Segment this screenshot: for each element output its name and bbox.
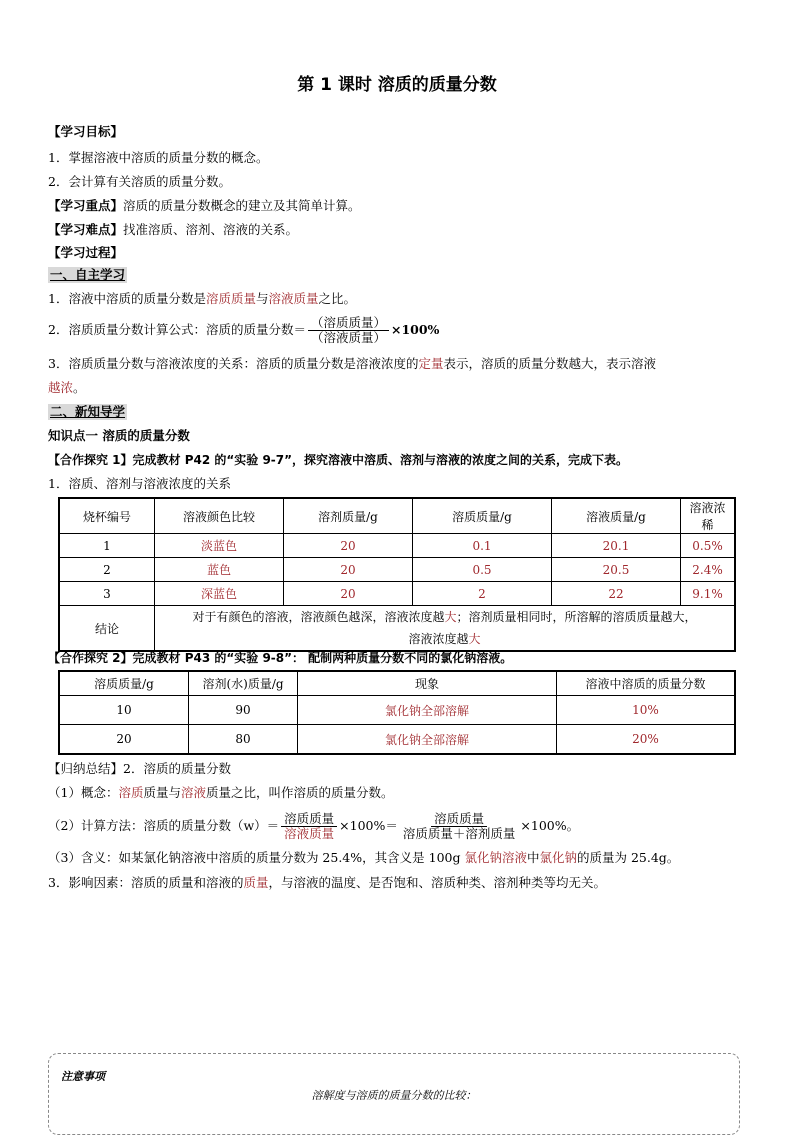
conclusion-row	[59, 606, 735, 652]
table-cell: 0.5	[413, 558, 552, 582]
section-1-title: 一、自主学习	[50, 267, 126, 282]
text: 溶液浓度越	[408, 632, 469, 646]
self-study-3-cont	[48, 380, 86, 396]
text: （2）计算方法：溶质的质量分数（w）＝	[48, 818, 280, 833]
table-header: 现象	[298, 671, 557, 696]
denominator: 溶液质量	[284, 826, 335, 841]
section-2-heading	[48, 404, 127, 420]
denominator: 溶质质量＋溶剂质量	[402, 826, 516, 841]
summary-4	[48, 875, 606, 891]
table-cell: 20	[284, 582, 413, 606]
numerator: 溶质质量	[281, 812, 337, 827]
table-row	[59, 534, 735, 558]
summary-heading: 【归纳总结】2．溶质的质量分数	[48, 761, 231, 776]
summary-1	[48, 785, 394, 801]
table-cell: 1	[59, 534, 155, 558]
table-cell: 20	[284, 558, 413, 582]
process-heading: 【学习过程】	[48, 245, 124, 260]
table-1-caption: 1．溶质、溶剂与溶液浓度的关系	[48, 476, 231, 491]
key-point	[48, 198, 361, 214]
table-header: 溶液质量/g	[552, 498, 681, 534]
notes-title: 注意事项	[61, 1070, 105, 1083]
key-heading: 【学习重点】	[48, 198, 124, 213]
nacl-table	[58, 670, 736, 755]
goal-1: 1．掌握溶液中溶质的质量分数的概念。	[48, 150, 269, 165]
table-cell: 蓝色	[155, 558, 284, 582]
text: 3．影响因素：溶质的质量和溶液的	[48, 875, 244, 890]
text: 的质量为 25.4g。	[577, 850, 680, 865]
difficulty-heading: 【学习难点】	[48, 222, 124, 237]
text: （1）概念：	[48, 785, 119, 800]
text: 之比。	[318, 291, 357, 306]
table-header: 溶剂(水)质量/g	[189, 671, 298, 696]
answer: 氯化钠溶液	[464, 850, 527, 865]
section-2-title: 二、新知导学	[50, 404, 126, 419]
answer: 氯化钠	[539, 850, 577, 865]
table-cell: 22	[552, 582, 681, 606]
key-text: 溶质的质量分数概念的建立及其简单计算。	[123, 198, 361, 213]
text: 质量之比，叫作溶质的质量分数。	[206, 785, 394, 800]
table-cell: 2	[413, 582, 552, 606]
concentration-table	[58, 497, 736, 652]
text: ×100%	[390, 322, 440, 337]
cooperation-2: 【合作探究 2】完成教材 P43 的“实验 9-8”： 配制两种质量分数不同的氯化钠溶液。	[48, 651, 513, 665]
table-cell: 0.5%	[681, 534, 736, 558]
table-header-row	[59, 498, 735, 534]
table-header: 溶液颜色比较	[155, 498, 284, 534]
text: 中	[526, 850, 540, 865]
table-row	[59, 582, 735, 606]
text: 质量与	[143, 785, 181, 800]
notes-subtitle: 溶解度与溶质的质量分数的比较：	[311, 1089, 477, 1102]
self-study-3	[48, 356, 656, 372]
table-header: 溶剂质量/g	[284, 498, 413, 534]
denominator: （溶液质量）	[310, 330, 386, 345]
table-header-row	[59, 671, 735, 696]
text: 对于有颜色的溶液，溶液颜色越深，溶液浓度越	[192, 610, 445, 624]
table-cell: 20.5	[552, 558, 681, 582]
table-cell: 20.1	[552, 534, 681, 558]
answer: 质量	[243, 875, 269, 890]
table-cell: 10	[59, 696, 189, 725]
formula-fraction-1	[281, 812, 337, 841]
table-row	[59, 725, 735, 755]
table-cell: 20	[284, 534, 413, 558]
table-cell: 2	[59, 558, 155, 582]
table-header: 溶液中溶质的质量分数	[557, 671, 736, 696]
formula-fraction-2	[400, 812, 519, 841]
section-1-heading	[48, 267, 127, 283]
table-cell: 氯化钠全部溶解	[298, 696, 557, 725]
text: ，与溶液的温度、是否饱和、溶质种类、溶剂种类等均无关。	[268, 875, 606, 890]
conclusion-text	[155, 606, 736, 652]
table-header: 溶质质量/g	[59, 671, 189, 696]
difficulty-text: 找准溶质、溶剂、溶液的关系。	[123, 222, 299, 237]
text: 2．溶质质量分数计算公式：溶质的质量分数＝	[48, 322, 306, 337]
table-cell: 深蓝色	[155, 582, 284, 606]
text: ×100%。	[520, 818, 580, 833]
text: （3）含义：如某氯化钠溶液中溶质的质量分数为 25.4%，其含义是 100g	[48, 850, 465, 865]
difficulty	[48, 222, 298, 238]
answer: 溶质质量	[205, 291, 256, 306]
cooperation-1: 【合作探究 1】完成教材 P42 的“实验 9-7”，探究溶液中溶质、溶剂与溶液的浓度之间的关系，完成下表。	[48, 453, 629, 467]
table-cell: 0.1	[413, 534, 552, 558]
answer: 大	[444, 610, 457, 624]
page-title: 第 1 课时 溶质的质量分数	[297, 75, 497, 95]
summary-3	[48, 850, 679, 866]
answer: 大	[468, 632, 481, 646]
numerator: （溶质质量）	[308, 316, 389, 331]
text: ×100%＝	[339, 818, 398, 833]
text: 。	[73, 380, 86, 395]
text: ；溶剂质量相同时，所溶解的溶质质量越大，	[456, 610, 697, 624]
self-study-2	[48, 315, 439, 345]
table-cell: 3	[59, 582, 155, 606]
text: 1．溶液中溶质的质量分数是	[48, 291, 206, 306]
conclusion-label: 结论	[59, 606, 155, 652]
table-header: 溶液浓稀	[681, 498, 736, 534]
summary-2	[48, 808, 579, 844]
table-header: 溶质质量/g	[413, 498, 552, 534]
text: 与	[255, 291, 269, 306]
knowledge-point-1: 知识点一 溶质的质量分数	[48, 428, 190, 443]
table-cell: 9.1%	[681, 582, 736, 606]
formula-fraction	[308, 316, 389, 345]
table-cell: 淡蓝色	[155, 534, 284, 558]
self-study-1	[48, 291, 356, 307]
table-cell: 80	[189, 725, 298, 755]
answer: 定量	[418, 356, 444, 371]
answer: 溶质	[118, 785, 144, 800]
answer: 越浓	[48, 380, 74, 395]
text: 3．溶质质量分数与溶液浓度的关系：溶质的质量分数是溶液浓度的	[48, 356, 419, 371]
table-cell: 20%	[557, 725, 736, 755]
table-row	[59, 558, 735, 582]
table-cell: 20	[59, 725, 189, 755]
answer: 溶液	[180, 785, 206, 800]
goal-2: 2．会计算有关溶质的质量分数。	[48, 174, 231, 189]
table-header: 烧杯编号	[59, 498, 155, 534]
goals-heading: 【学习目标】	[48, 124, 124, 139]
table-cell: 氯化钠全部溶解	[298, 725, 557, 755]
answer: 溶液质量	[268, 291, 319, 306]
numerator: 溶质质量	[431, 812, 487, 827]
table-cell: 2.4%	[681, 558, 736, 582]
table-cell: 90	[189, 696, 298, 725]
text: 表示，溶质的质量分数越大，表示溶液	[443, 356, 656, 371]
table-row	[59, 696, 735, 725]
table-cell: 10%	[557, 696, 736, 725]
